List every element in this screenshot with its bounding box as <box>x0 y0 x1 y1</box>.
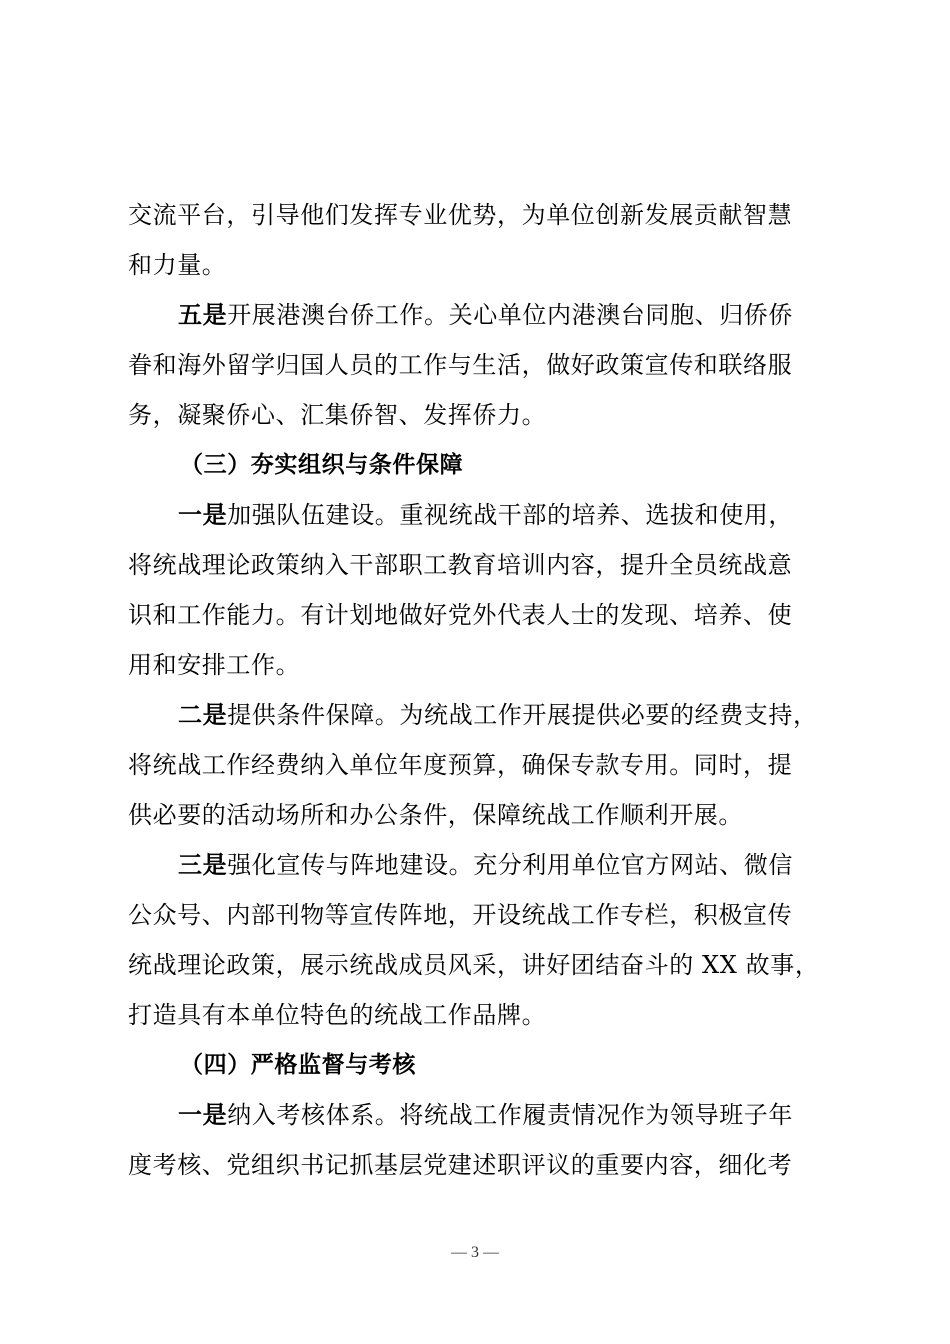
paragraph-first-line <box>128 840 828 890</box>
paragraph-text: 开展港澳台侨工作。关心单位内港澳台同胞、归侨侨 <box>227 301 794 329</box>
text-line: 将统战工作经费纳入单位年度预算，确保专款专用。同时，提 <box>128 751 793 779</box>
document-body <box>128 190 828 1190</box>
paragraph-lead: 二是 <box>178 701 228 729</box>
text-line: 交流平台，引导他们发挥专业优势，为单位创新发展贡献智慧 <box>128 201 793 229</box>
text-line: 将统战理论政策纳入干部职工教育培训内容，提升全员统战意 <box>128 551 793 579</box>
text-line: 公众号、内部刊物等宣传阵地，开设统战工作专栏，积极宣传 <box>128 901 793 929</box>
text-line: 度考核、党组织书记抓基层党建述职评议的重要内容，细化考 <box>128 1151 793 1179</box>
paragraph-first-line <box>128 690 828 740</box>
text-line: 眷和海外留学归国人员的工作与生活，做好政策宣传和联络服 <box>128 351 793 379</box>
text-line: 识和工作能力。有计划地做好党外代表人士的发现、培养、使 <box>128 601 793 629</box>
paragraph-text: 加强队伍建设。重视统战干部的培养、选拔和使用， <box>227 501 794 529</box>
page-number: — 3 — <box>451 1244 499 1261</box>
paragraph-first-line <box>128 290 828 340</box>
text-line: 用和安排工作。 <box>128 651 301 679</box>
paragraph-lead: 三是 <box>178 851 228 879</box>
text-line: 供必要的活动场所和办公条件，保障统战工作顺利开展。 <box>128 801 743 829</box>
text-line: 打造具有本单位特色的统战工作品牌。 <box>128 1001 547 1029</box>
paragraph-text: 提供条件保障。为统战工作开展提供必要的经费支持， <box>227 701 818 729</box>
paragraph-lead: 一是 <box>178 501 228 529</box>
paragraph-text: 强化宣传与阵地建设。充分利用单位官方网站、微信 <box>227 851 794 879</box>
text-line: 务，凝聚侨心、汇集侨智、发挥侨力。 <box>128 401 547 429</box>
paragraph-lead: 一是 <box>178 1101 228 1129</box>
text-line: 统战理论政策，展示统战成员风采，讲好团结奋斗的 XX 故事， <box>128 951 820 979</box>
paragraph-first-line <box>128 1090 828 1140</box>
paragraph-first-line <box>128 490 828 540</box>
paragraph-lead: 五是 <box>178 301 228 329</box>
section-heading: （三）夯实组织与条件保障 <box>180 452 464 478</box>
section-heading: （四）严格监督与考核 <box>180 1052 416 1078</box>
text-line: 和力量。 <box>128 251 227 279</box>
paragraph-text: 纳入考核体系。将统战工作履责情况作为领导班子年 <box>227 1101 794 1129</box>
